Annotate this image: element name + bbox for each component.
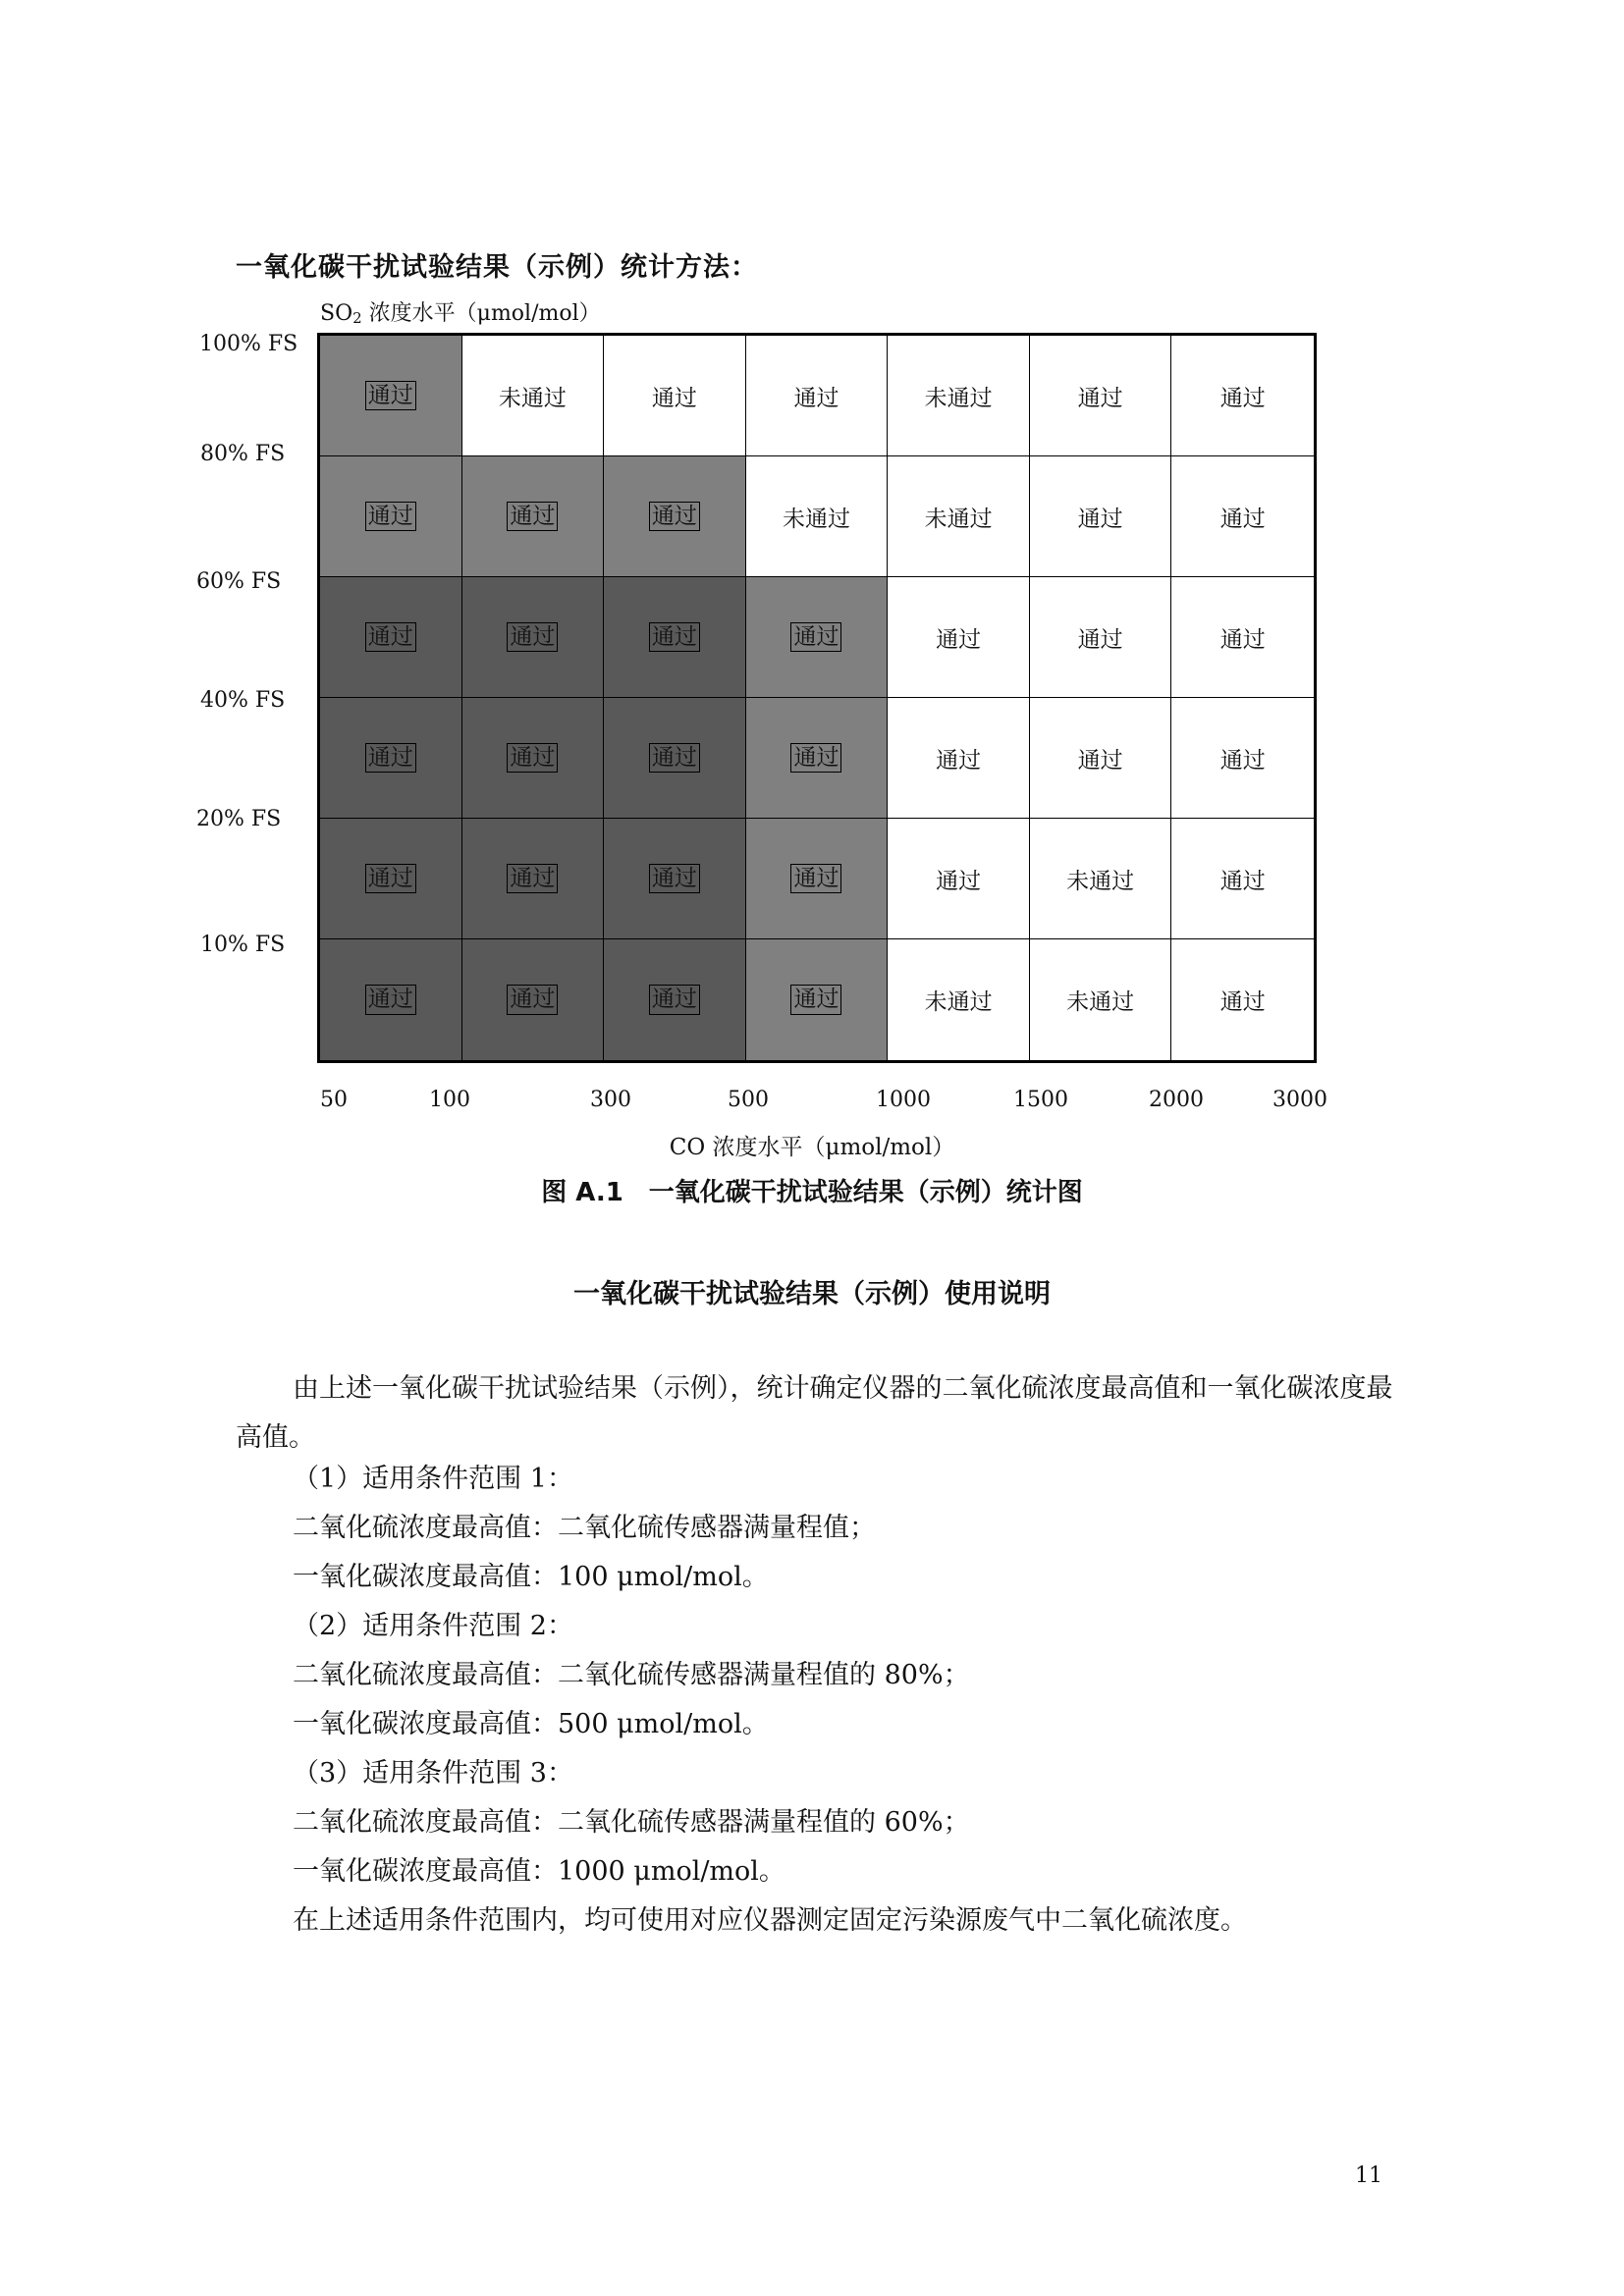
usage-line: 二氧化硫浓度最高值：二氧化硫传感器满量程值的 80%； bbox=[293, 1660, 970, 1690]
grid-cell bbox=[1030, 939, 1172, 1060]
y-tick-label: 60% FS bbox=[196, 569, 282, 594]
grid-cell bbox=[462, 577, 605, 698]
cell-result-label: 通过 bbox=[790, 985, 841, 1014]
cell-result-label: 通过 bbox=[793, 385, 839, 411]
grid-cell bbox=[1030, 819, 1172, 939]
cell-result-label: 通过 bbox=[507, 864, 558, 893]
usage-line: 一氧化碳浓度最高值：1000 μmol/mol。 bbox=[293, 1856, 785, 1887]
cell-result-label: 未通过 bbox=[1066, 989, 1135, 1015]
grid-cell bbox=[604, 819, 746, 939]
grid-cell bbox=[746, 456, 889, 577]
y-tick-label: 10% FS bbox=[200, 933, 286, 957]
cell-result-label: 通过 bbox=[1077, 747, 1123, 774]
grid-cell bbox=[604, 698, 746, 819]
cell-result-label: 通过 bbox=[790, 622, 841, 652]
intro-paragraph: 由上述一氧化碳干扰试验结果（示例），统计确定仪器的二氧化硫浓度最高值和一氧化碳浓度最高值。 bbox=[236, 1373, 1393, 1453]
cell-result-label: 未通过 bbox=[924, 506, 993, 532]
grid-cell bbox=[604, 939, 746, 1060]
cell-result-label: 通过 bbox=[365, 622, 416, 652]
grid-cell bbox=[1171, 577, 1314, 698]
cell-result-label: 通过 bbox=[936, 747, 982, 774]
grid-cell bbox=[462, 336, 605, 456]
usage-line: （1）适用条件范围 1： bbox=[293, 1464, 573, 1494]
section-heading: 一氧化碳干扰试验结果（示例）统计方法： bbox=[236, 252, 758, 283]
grid-cell bbox=[604, 456, 746, 577]
x-tick-label: 3000 bbox=[1272, 1088, 1327, 1112]
grid-cell bbox=[1171, 819, 1314, 939]
cell-result-label: 未通过 bbox=[924, 989, 993, 1015]
grid-cell bbox=[320, 939, 462, 1060]
grid-cell bbox=[1030, 336, 1172, 456]
cell-result-label: 通过 bbox=[365, 864, 416, 893]
cell-result-label: 通过 bbox=[936, 868, 982, 894]
grid-cell bbox=[462, 698, 605, 819]
x-tick-label: 100 bbox=[429, 1088, 470, 1112]
cell-result-label: 通过 bbox=[1219, 385, 1266, 411]
cell-result-label: 通过 bbox=[649, 622, 700, 652]
grid-cell bbox=[888, 819, 1030, 939]
grid-cell bbox=[888, 698, 1030, 819]
figure-caption: 图 A.1 一氧化碳干扰试验结果（示例）统计图 bbox=[541, 1178, 1083, 1207]
usage-line: （2）适用条件范围 2： bbox=[293, 1611, 573, 1641]
cell-result-label: 通过 bbox=[649, 864, 700, 893]
usage-line: 二氧化硫浓度最高值：二氧化硫传感器满量程值； bbox=[293, 1513, 876, 1543]
grid-cell bbox=[320, 698, 462, 819]
usage-line: 一氧化碳浓度最高值：500 μmol/mol。 bbox=[293, 1709, 769, 1739]
cell-result-label: 通过 bbox=[1077, 506, 1123, 532]
cell-result-label: 通过 bbox=[1077, 626, 1123, 653]
grid-cell bbox=[1171, 939, 1314, 1060]
cell-result-label: 通过 bbox=[649, 502, 700, 531]
cell-result-label: 通过 bbox=[507, 502, 558, 531]
cell-result-label: 通过 bbox=[365, 502, 416, 531]
cell-result-label: 通过 bbox=[507, 622, 558, 652]
grid-cell bbox=[1030, 698, 1172, 819]
grid-cell bbox=[746, 698, 889, 819]
grid-cell bbox=[604, 336, 746, 456]
x-tick-label: 50 bbox=[320, 1088, 348, 1112]
grid-cell bbox=[746, 819, 889, 939]
usage-line: 一氧化碳浓度最高值：100 μmol/mol。 bbox=[293, 1562, 769, 1592]
cell-result-label: 通过 bbox=[1219, 626, 1266, 653]
usage-line: 在上述适用条件范围内，均可使用对应仪器测定固定污染源废气中二氧化硫浓度。 bbox=[293, 1905, 1247, 1936]
usage-line: （3）适用条件范围 3： bbox=[293, 1758, 573, 1789]
grid-cell bbox=[462, 456, 605, 577]
cell-result-label: 通过 bbox=[1219, 747, 1266, 774]
cell-result-label: 通过 bbox=[1219, 989, 1266, 1015]
cell-result-label: 未通过 bbox=[498, 385, 567, 411]
cell-result-label: 通过 bbox=[1077, 385, 1123, 411]
grid-cell bbox=[888, 939, 1030, 1060]
grid-cell bbox=[1171, 456, 1314, 577]
grid-cell bbox=[604, 577, 746, 698]
x-tick-label: 500 bbox=[728, 1088, 769, 1112]
cell-result-label: 通过 bbox=[1219, 506, 1266, 532]
cell-result-label: 未通过 bbox=[1066, 868, 1135, 894]
cell-result-label: 通过 bbox=[936, 626, 982, 653]
grid-cell bbox=[1171, 336, 1314, 456]
cell-result-label: 通过 bbox=[365, 381, 416, 410]
y-tick-label: 100% FS bbox=[199, 332, 298, 356]
y-tick-label: 20% FS bbox=[196, 807, 282, 831]
x-tick-label: 1500 bbox=[1013, 1088, 1068, 1112]
y-axis-title: $SO_2$ 浓度水平（μmol/mol） bbox=[320, 301, 601, 327]
cell-result-label: 未通过 bbox=[924, 385, 993, 411]
grid-cell bbox=[746, 336, 889, 456]
usage-heading: 一氧化碳干扰试验结果（示例）使用说明 bbox=[573, 1279, 1051, 1309]
x-tick-label: 1000 bbox=[876, 1088, 931, 1112]
grid-cell bbox=[320, 819, 462, 939]
usage-line: 二氧化硫浓度最高值：二氧化硫传感器满量程值的 60%； bbox=[293, 1807, 970, 1838]
cell-result-label: 未通过 bbox=[782, 506, 850, 532]
y-tick-label: 80% FS bbox=[200, 442, 286, 466]
cell-result-label: 通过 bbox=[790, 743, 841, 773]
grid-cell bbox=[888, 336, 1030, 456]
grid-cell bbox=[320, 336, 462, 456]
grid-cell bbox=[888, 577, 1030, 698]
interference-result-grid bbox=[317, 333, 1317, 1063]
cell-result-label: 通过 bbox=[507, 743, 558, 773]
grid-cell bbox=[746, 939, 889, 1060]
grid-cell bbox=[1030, 456, 1172, 577]
y-tick-label: 40% FS bbox=[200, 688, 286, 713]
cell-result-label: 通过 bbox=[790, 864, 841, 893]
x-axis-title: CO 浓度水平（μmol/mol） bbox=[669, 1135, 955, 1160]
cell-result-label: 通过 bbox=[651, 385, 697, 411]
grid-cell bbox=[320, 456, 462, 577]
grid-cell bbox=[1030, 577, 1172, 698]
x-tick-label: 2000 bbox=[1149, 1088, 1204, 1112]
x-tick-label: 300 bbox=[590, 1088, 631, 1112]
cell-result-label: 通过 bbox=[649, 985, 700, 1014]
grid-cell bbox=[746, 577, 889, 698]
cell-result-label: 通过 bbox=[507, 985, 558, 1014]
grid-cell bbox=[1171, 698, 1314, 819]
grid-cell bbox=[320, 577, 462, 698]
cell-result-label: 通过 bbox=[365, 743, 416, 773]
cell-result-label: 通过 bbox=[365, 985, 416, 1014]
cell-result-label: 通过 bbox=[1219, 868, 1266, 894]
page-number: 11 bbox=[1355, 2163, 1382, 2188]
grid-cell bbox=[888, 456, 1030, 577]
grid-cell bbox=[462, 939, 605, 1060]
grid-cell bbox=[462, 819, 605, 939]
cell-result-label: 通过 bbox=[649, 743, 700, 773]
